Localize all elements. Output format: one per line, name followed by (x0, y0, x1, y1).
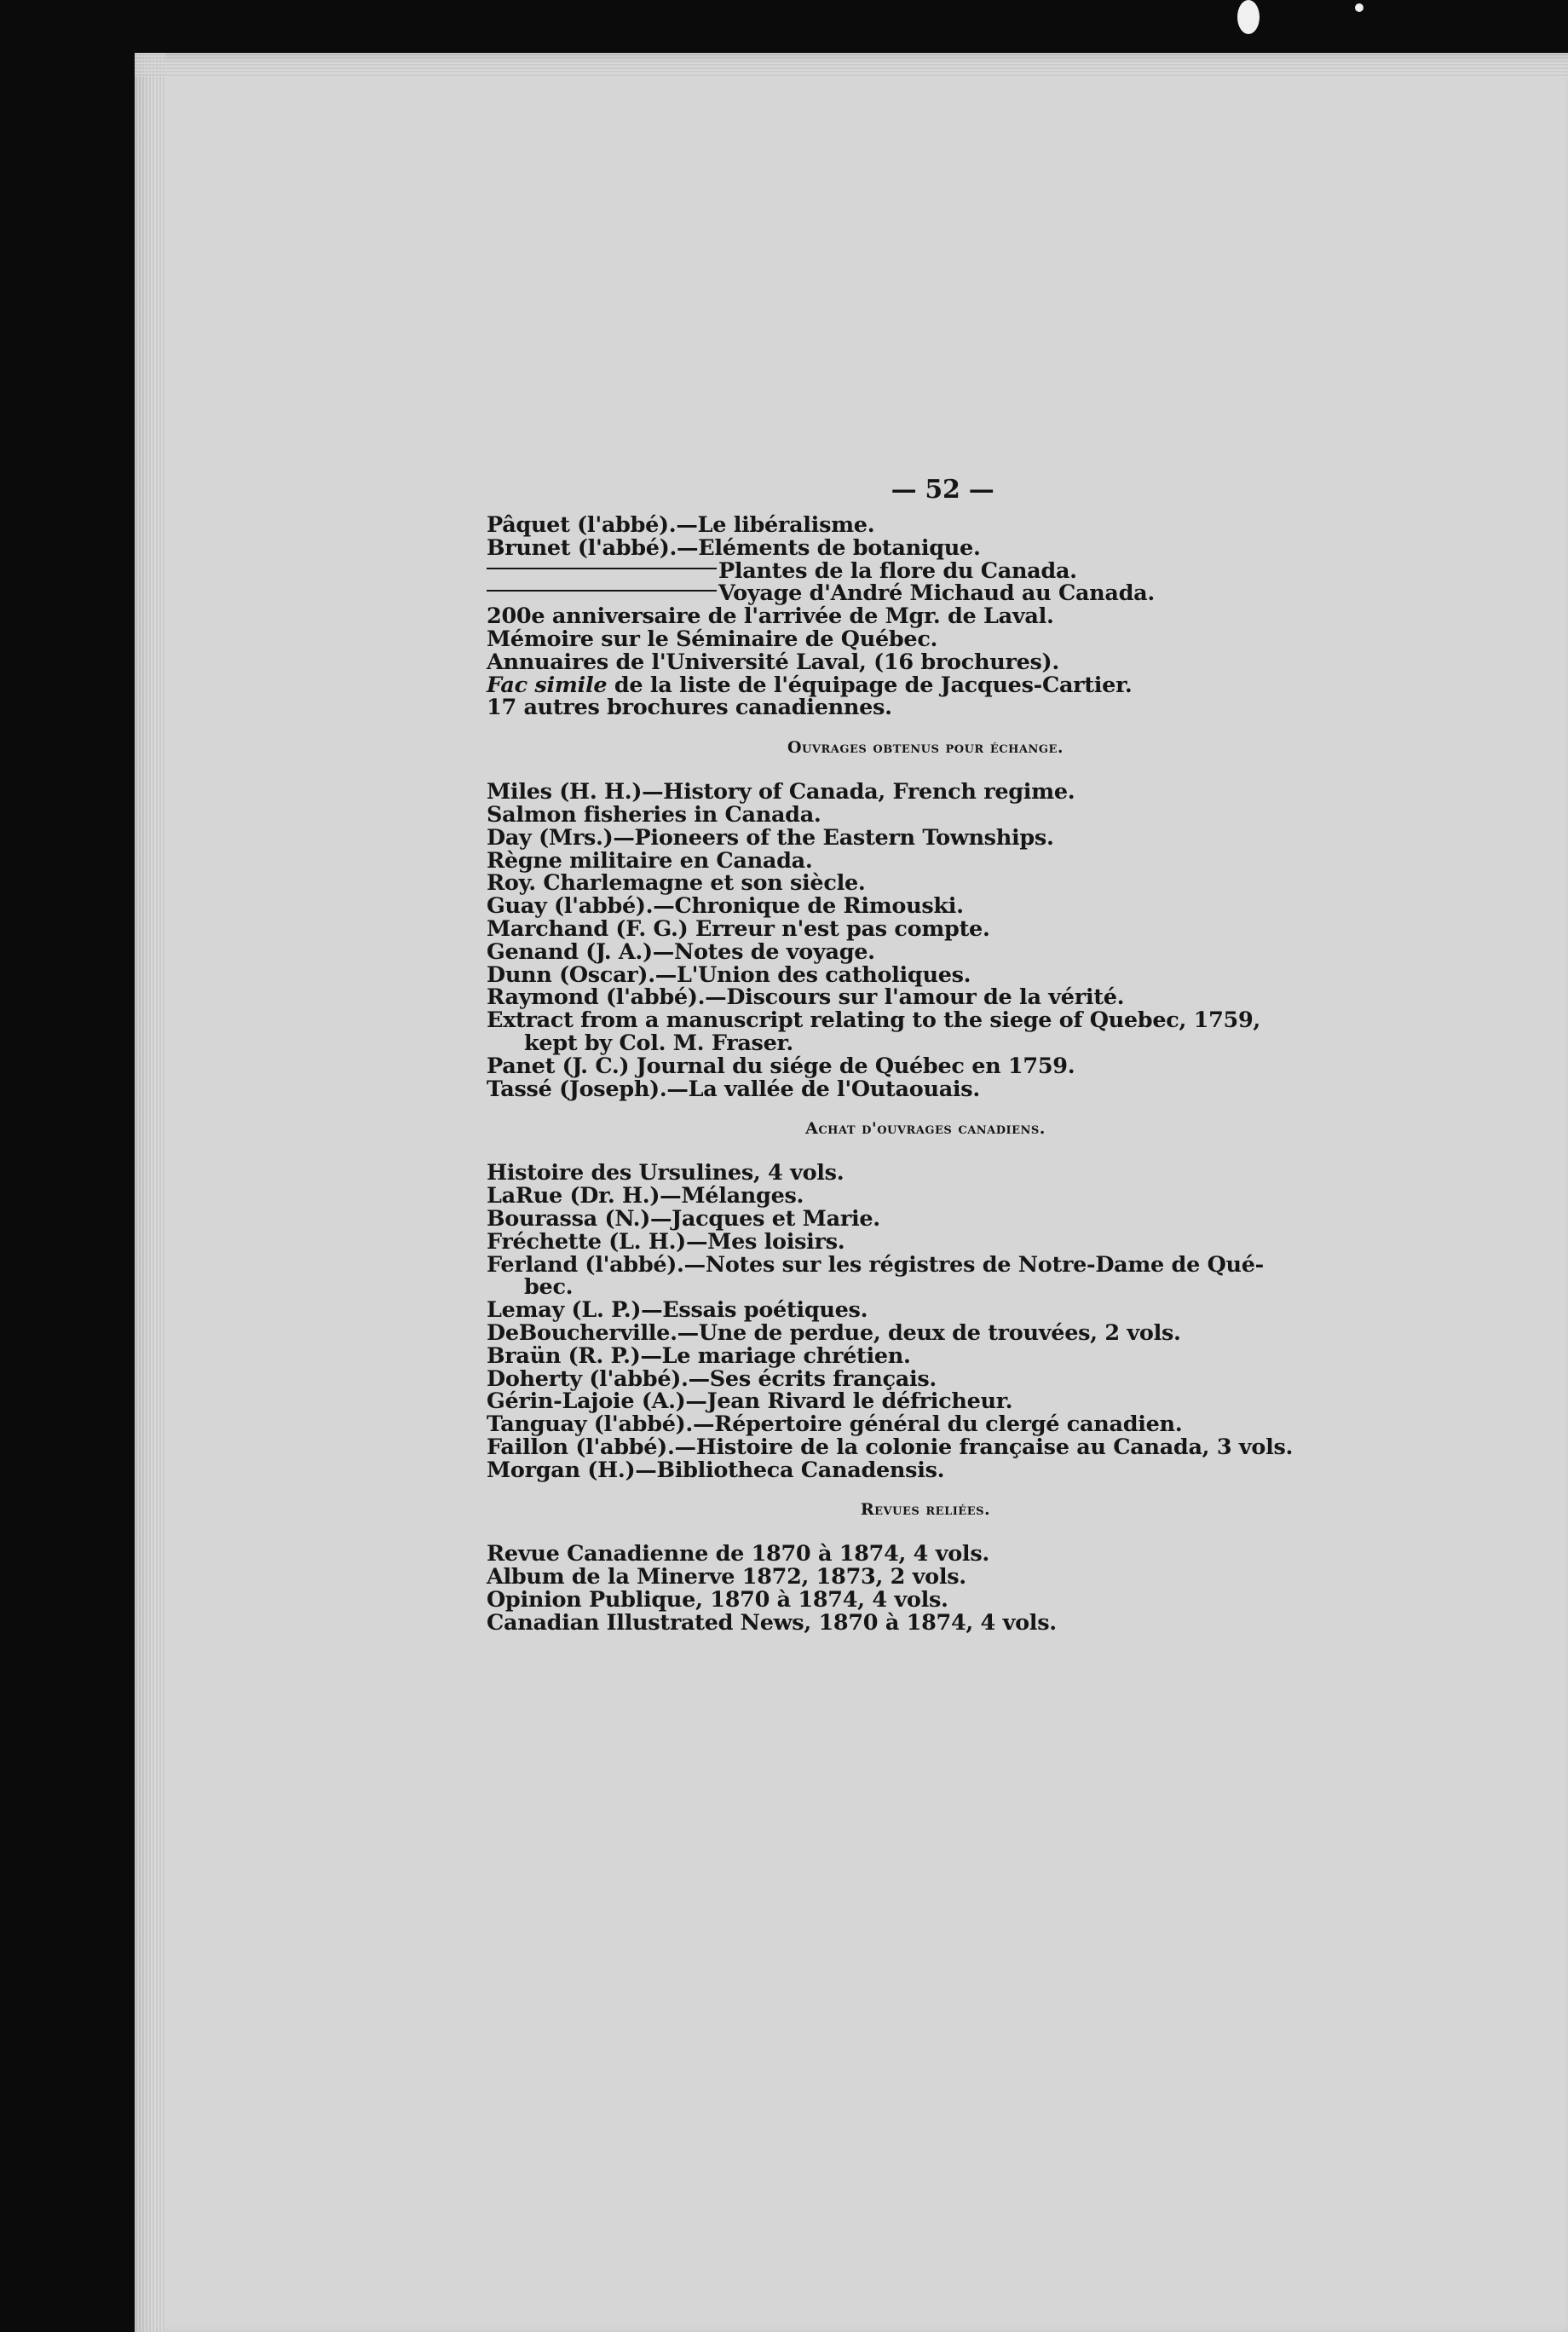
entry-text: Dunn (Oscar).—L'Union des catholiques. (487, 961, 971, 988)
entry-text: Brunet (l'abbé).—Eléments de botanique. (487, 534, 981, 561)
entry-text: Guay (l'abbé).—Chronique de Rimouski. (487, 893, 964, 920)
entry-text: de la liste de l'équipage de Jacques-Cartier. (607, 672, 1133, 698)
entry-list (487, 781, 1364, 1100)
section-heading: Ouvrages obtenus pour échange. (787, 738, 1064, 758)
page-stack-edge-top (135, 53, 1568, 77)
entry-text: Braün (R. P.)—Le mariage chrétien. (487, 1342, 911, 1369)
entry-text: Canadian Illustrated News, 1870 à 1874, 4 vols. (487, 1609, 1057, 1636)
section (487, 1497, 1364, 1634)
entry-text: Mémoire sur le Séminaire de Québec. (487, 626, 938, 652)
page-stack-edge-left (135, 53, 165, 2332)
list-item (487, 582, 1364, 605)
list-item (487, 1365, 1364, 1392)
entry-list (487, 1543, 1364, 1634)
ditto-rule (487, 590, 717, 592)
list-item (487, 1566, 1364, 1589)
list-item (487, 781, 1364, 804)
entry-text: Bourassa (N.)—Jacques et Marie. (487, 1205, 880, 1232)
list-item (487, 1543, 1364, 1566)
entry-text: Miles (H. H.)—History of Canada, French regime. (487, 779, 1075, 805)
list-item (487, 1413, 1364, 1436)
list-item (487, 1609, 1364, 1636)
list-item (487, 1078, 1364, 1101)
entry-text: DeBoucherville.—Une de perdue, deux de trouvées, 2 vols. (487, 1319, 1181, 1346)
entry-text: Histoire des Ursulines, 4 vols. (487, 1160, 845, 1186)
entry-text: Tassé (Joseph).—La vallée de l'Outaouais. (487, 1076, 980, 1102)
list-item (487, 514, 1364, 537)
ditto-rule (487, 568, 717, 569)
list-item (487, 872, 1364, 895)
entry-text: Plantes de la flore du Canada. (718, 557, 1077, 584)
list-item (487, 824, 1364, 851)
list-item (487, 628, 1364, 651)
list-item (487, 1162, 1364, 1185)
scan-speck (1355, 3, 1363, 12)
section-heading: Revues reliées. (860, 1500, 991, 1520)
list-item (487, 651, 1364, 674)
entry-text: Voyage d'André Michaud au Canada. (718, 580, 1155, 607)
entry-text: Salmon fisheries in Canada. (487, 801, 821, 828)
entry-continuation: kept by Col. M. Fraser. (524, 1030, 793, 1056)
list-item (487, 801, 1364, 828)
list-item (487, 1251, 1364, 1301)
entry-italic-prefix: Fac simile (487, 672, 608, 698)
section (487, 735, 1364, 1100)
entry-text: Revue Canadienne de 1870 à 1874, 4 vols. (487, 1541, 989, 1567)
entry-text: Genand (J. A.)—Notes de voyage. (487, 938, 875, 965)
list-item (487, 696, 1364, 719)
entry-text: Gérin-Lajoie (A.)—Jean Rivard le défricheur. (487, 1388, 1013, 1415)
list-item (487, 557, 1364, 584)
entry-text: Règne militaire en Canada. (487, 847, 813, 874)
list-item (487, 1205, 1364, 1232)
list-item (487, 674, 1364, 697)
list-item (487, 895, 1364, 918)
list-item (487, 534, 1364, 561)
list-item (487, 1319, 1364, 1346)
list-item (487, 915, 1364, 942)
list-item (487, 605, 1364, 628)
page-number: — 52 — (891, 475, 994, 505)
entry-text: Opinion Publique, 1870 à 1874, 4 vols. (487, 1587, 948, 1613)
entry-text: Doherty (l'abbé).—Ses écrits français. (487, 1365, 937, 1392)
entry-text: Marchand (F. G.) Erreur n'est pas compte. (487, 915, 990, 942)
entry-text: Annuaires de l'Université Laval, (16 brochures). (487, 649, 1059, 675)
entry-text: Tanguay (l'abbé).—Répertoire général du clergé canadien. (487, 1411, 1183, 1438)
list-item (487, 847, 1364, 874)
scan-speck (1237, 0, 1260, 34)
entry-text: Faillon (l'abbé).—Histoire de la colonie française au Canada, 3 vols. (487, 1434, 1294, 1460)
entry-text: Fréchette (L. H.)—Mes loisirs. (487, 1228, 845, 1255)
entry-continuation: bec. (524, 1274, 574, 1301)
entry-text: Album de la Minerve 1872, 1873, 2 vols. (487, 1564, 966, 1590)
list-item (487, 986, 1364, 1009)
sections-container (487, 514, 1364, 1635)
section (487, 514, 1364, 719)
section-heading: Achat d'ouvrages canadiens. (805, 1119, 1046, 1139)
list-item (487, 1390, 1364, 1413)
entry-text: Extract from a manuscript relating to the siege of Quebec, 1759, (487, 1007, 1260, 1034)
list-item (487, 1436, 1364, 1459)
list-item (487, 1228, 1364, 1255)
list-item (487, 938, 1364, 965)
entry-list (487, 514, 1364, 719)
entry-text: Day (Mrs.)—Pioneers of the Eastern Townships. (487, 824, 1054, 851)
list-item (487, 1055, 1364, 1078)
entry-text: LaRue (Dr. H.)—Mélanges. (487, 1183, 804, 1209)
entry-text: Raymond (l'abbé).—Discours sur l'amour de la vérité. (487, 984, 1125, 1011)
entry-text: Ferland (l'abbé).—Notes sur les régistres de Notre-Dame de Qué- (487, 1251, 1264, 1278)
list-item (487, 1459, 1364, 1482)
list-item (487, 1299, 1364, 1322)
entry-list (487, 1162, 1364, 1481)
page-text (487, 466, 1364, 1635)
entry-text: Roy. Charlemagne et son siècle. (487, 870, 866, 897)
entry-text: Panet (J. C.) Journal du siége de Québec en 1759. (487, 1053, 1075, 1079)
entry-text: Lemay (L. P.)—Essais poétiques. (487, 1297, 868, 1324)
list-item (487, 961, 1364, 988)
section (487, 1116, 1364, 1481)
list-item (487, 1009, 1364, 1055)
list-item (487, 1589, 1364, 1612)
list-item (487, 1185, 1364, 1208)
entry-text: 17 autres brochures canadiennes. (487, 695, 892, 721)
list-item (487, 1342, 1364, 1369)
entry-text: Pâquet (l'abbé).—Le libéralisme. (487, 512, 875, 538)
entry-text: 200e anniversaire de l'arrivée de Mgr. de Laval. (487, 603, 1054, 630)
entry-text: Morgan (H.)—Bibliotheca Canadensis. (487, 1457, 945, 1483)
